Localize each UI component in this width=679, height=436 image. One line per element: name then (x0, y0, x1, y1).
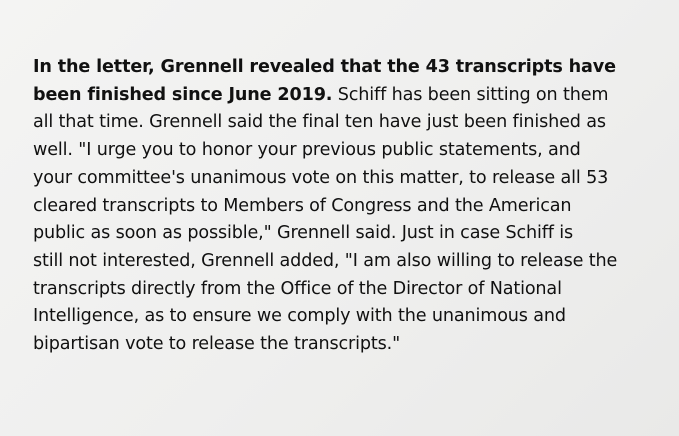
text-line (33, 137, 653, 165)
bold-phrase: In the letter, Grennell revealed that the 43 transcripts have (33, 57, 616, 77)
text-line (33, 193, 653, 221)
text-line (33, 54, 653, 82)
text-line (33, 331, 653, 359)
line-text: your committee's unanimous vote on this matter, to release all 53 (33, 167, 609, 188)
text-line (33, 109, 653, 137)
line-text: well. "I urge you to honor your previous public statements, and (33, 140, 581, 161)
line-text: Schiff has been sitting on them (332, 84, 609, 105)
note-text (33, 54, 653, 359)
text-line (33, 276, 653, 304)
line-text: Intelligence, as to ensure we comply with the unanimous and (33, 306, 566, 327)
line-text: still not interested, Grennell added, "I am also willing to release the (33, 250, 618, 271)
line-text: transcripts directly from the Office of the Director of National (33, 278, 562, 299)
bold-phrase: been finished since June 2019. (33, 84, 333, 105)
text-line (33, 303, 653, 331)
text-line (33, 165, 653, 193)
line-text: public as soon as possible," Grennell said. Just in case Schiff is (33, 223, 574, 244)
text-line (33, 248, 653, 276)
text-line (33, 82, 653, 110)
text-line (33, 220, 653, 248)
line-text: cleared transcripts to Members of Congress and the American (33, 195, 572, 216)
line-text: bipartisan vote to release the transcripts." (33, 334, 401, 355)
line-text: all that time. Grennell said the final ten have just been finished as (33, 112, 606, 133)
